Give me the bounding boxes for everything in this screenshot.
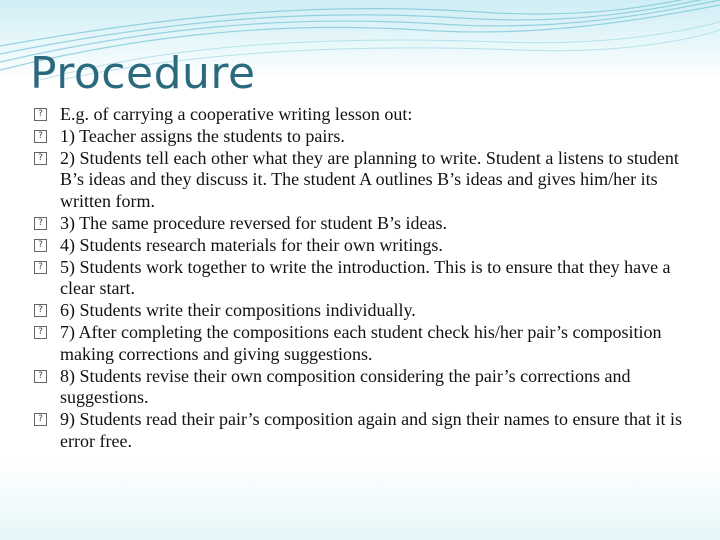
bullet-text: 5) Students work together to write the introduction. This is to ensure that they have a clear start. (60, 256, 671, 299)
bullet-text: 4) Students research materials for their own writings. (60, 234, 443, 255)
list-item (34, 148, 694, 213)
missing-glyph-icon: ? (34, 304, 47, 317)
list-item (34, 366, 694, 410)
missing-glyph-icon: ? (34, 261, 47, 274)
missing-glyph-icon: ? (34, 108, 47, 121)
bullet-text: 3) The same procedure reversed for student B’s ideas. (60, 212, 448, 233)
missing-glyph-icon: ? (34, 413, 47, 426)
list-item (34, 126, 694, 148)
list-item (34, 257, 694, 301)
bullet-text: 1) Teacher assigns the students to pairs. (60, 125, 345, 146)
bullet-text: 6) Students write their compositions individually. (60, 300, 416, 321)
list-item (34, 235, 694, 257)
bullet-text: E.g. of carrying a cooperative writing lesson out: (60, 104, 413, 124)
bullet-list (34, 104, 694, 453)
list-item (34, 213, 694, 235)
bullet-text: 8) Students revise their own composition considering the pair’s corrections and suggestions. (60, 365, 631, 408)
missing-glyph-icon: ? (34, 239, 47, 252)
slide-title: Procedure (30, 48, 256, 99)
bullet-text: 2) Students tell each other what they are planning to write. Student a listens to student B’s ideas and they discuss it. The student A outlines B’s ideas and gives him/her its written form. (60, 147, 679, 212)
list-item (34, 300, 694, 322)
list-item (34, 104, 694, 126)
missing-glyph-icon: ? (34, 130, 47, 143)
missing-glyph-icon: ? (34, 326, 47, 339)
bullet-text: 7) After completing the compositions each student check his/her pair’s composition making corrections and giving suggestions. (60, 321, 662, 364)
list-item (34, 409, 694, 453)
bullet-text: 9) Students read their pair’s composition again and sign their names to ensure that it is error free. (60, 409, 683, 451)
missing-glyph-icon: ? (34, 370, 47, 383)
list-item (34, 322, 694, 366)
missing-glyph-icon: ? (34, 152, 47, 165)
missing-glyph-icon: ? (34, 217, 47, 230)
footer-background (0, 460, 720, 540)
